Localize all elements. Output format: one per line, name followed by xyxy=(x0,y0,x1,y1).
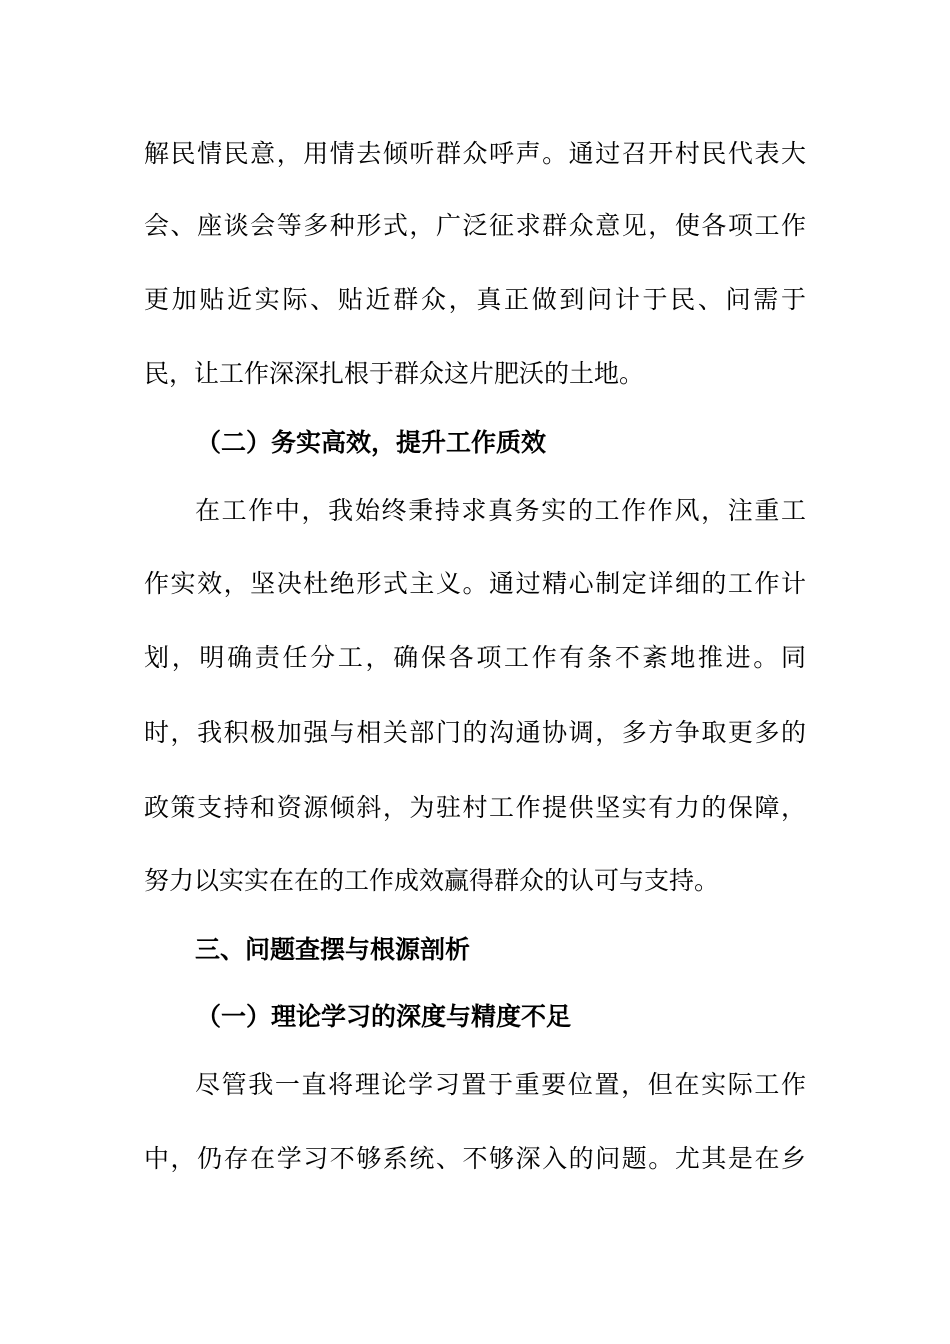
paragraph-line: 会、座谈会等多种形式，广泛征求群众意见，使各项工作 xyxy=(144,211,806,240)
paragraph-line: 划，明确责任分工，确保各项工作有条不紊地推进。同 xyxy=(144,643,806,672)
paragraph-line: 政策支持和资源倾斜，为驻村工作提供坚实有力的保障， xyxy=(144,793,806,822)
paragraph-line: 努力以实实在在的工作成效赢得群众的认可与支持。 xyxy=(144,866,720,895)
section-heading: （一）理论学习的深度与精度不足 xyxy=(196,1002,572,1031)
chapter-heading: 三、问题查摆与根源剖析 xyxy=(195,935,471,964)
paragraph-line: 尽管我一直将理论学习置于重要位置，但在实际工作 xyxy=(195,1070,806,1099)
paragraph-line: 解民情民意，用情去倾听群众呼声。通过召开村民代表大 xyxy=(144,139,806,168)
paragraph-line: 时，我积极加强与相关部门的沟通协调，多方争取更多的 xyxy=(144,718,806,747)
paragraph-line: 作实效，坚决杜绝形式主义。通过精心制定详细的工作计 xyxy=(144,569,806,598)
section-heading: （二）务实高效，提升工作质效 xyxy=(196,428,547,457)
paragraph-line: 民，让工作深深扎根于群众这片肥沃的土地。 xyxy=(144,359,645,388)
paragraph-line: 在工作中，我始终秉持求真务实的工作作风，注重工 xyxy=(195,496,806,525)
paragraph-line: 中，仍存在学习不够系统、不够深入的问题。尤其是在乡 xyxy=(144,1144,806,1173)
paragraph-line: 更加贴近实际、贴近群众，真正做到问计于民、问需于 xyxy=(144,285,806,314)
